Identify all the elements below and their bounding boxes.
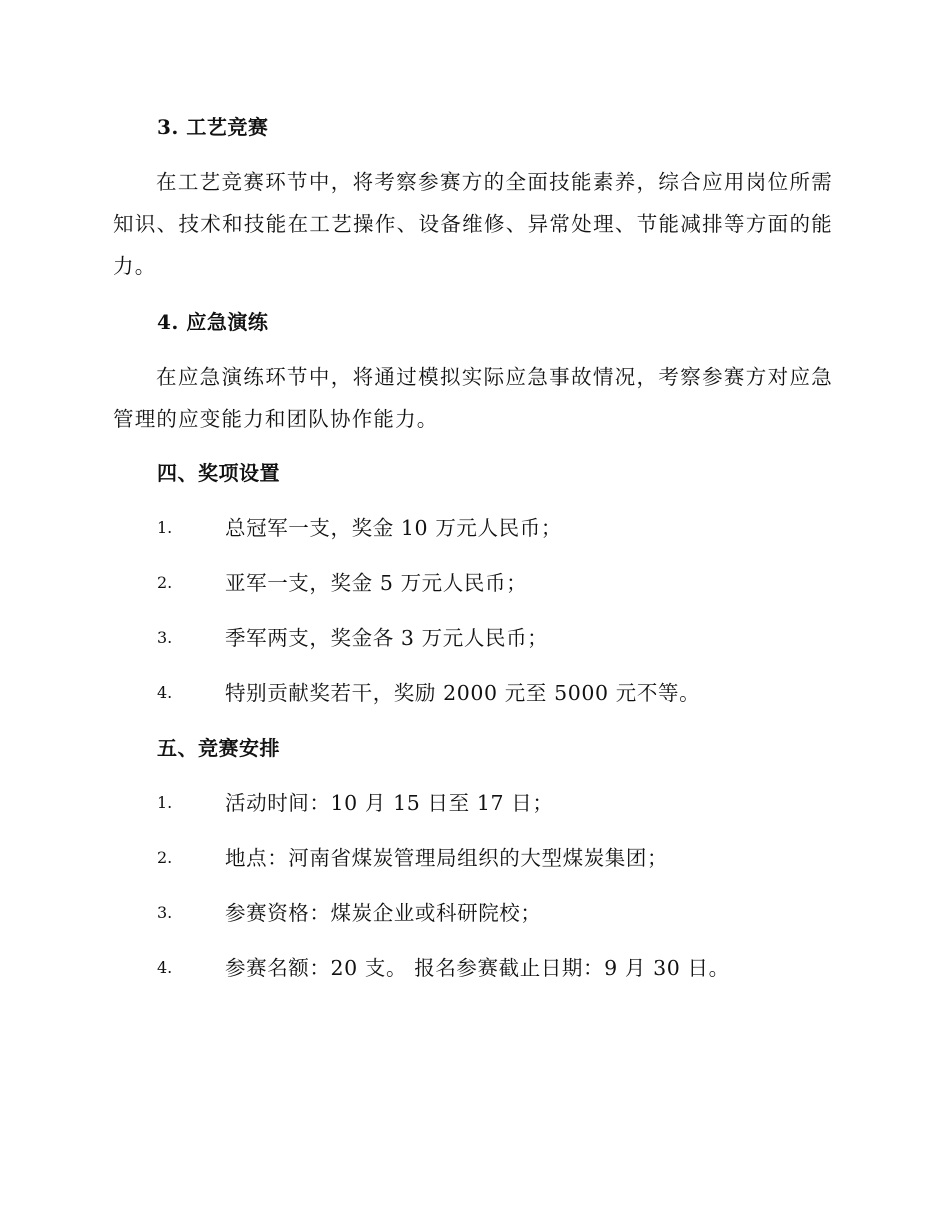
list-item-text: 亚军一支，奖金 5 万元人民币； [225,571,528,595]
list-item-number: 3. [157,903,173,922]
section-heading-arrangement: 五、竞赛安排 [157,736,280,760]
list-item-text: 参赛资格：煤炭企业或科研院校； [225,901,542,925]
list-item-number: 1. [157,793,173,812]
list-item-number: 3. [157,628,173,647]
list-item-number: 4. [157,683,173,702]
list-item-number: 4. [157,958,173,977]
list-item-text: 总冠军一支，奖金 10 万元人民币； [225,516,562,540]
list-item-text: 活动时间：10 月 15 日至 17 日； [225,791,554,815]
list-item-number: 2. [157,573,173,592]
paragraph-craft-competition: 在工艺竞赛环节中，将考察参赛方的全面技能素养，综合应用岗位所需知识、技术和技能在工艺操作、设备维修、异常处理、节能减排等方面的能力。 [113,170,833,278]
paragraph-emergency-drill: 在应急演练环节中，将通过模拟实际应急事故情况，考察参赛方对应急管理的应变能力和团队协作能力。 [113,365,833,431]
list-item-text: 季军两支，奖金各 3 万元人民币； [225,626,549,650]
list-item-number: 1. [157,518,173,537]
section-heading-emergency-drill: 4. 应急演练 [157,310,269,334]
list-item-number: 2. [157,848,173,867]
list-item-text: 地点：河南省煤炭管理局组织的大型煤炭集团； [225,846,669,870]
list-item-text: 特别贡献奖若干，奖励 2000 元至 5000 元不等。 [225,681,701,705]
section-heading-awards: 四、奖项设置 [157,461,280,485]
list-item-text: 参赛名额：20 支。 报名参赛截止日期：9 月 30 日。 [225,956,730,980]
section-heading-craft-competition: 3. 工艺竞赛 [157,115,269,139]
